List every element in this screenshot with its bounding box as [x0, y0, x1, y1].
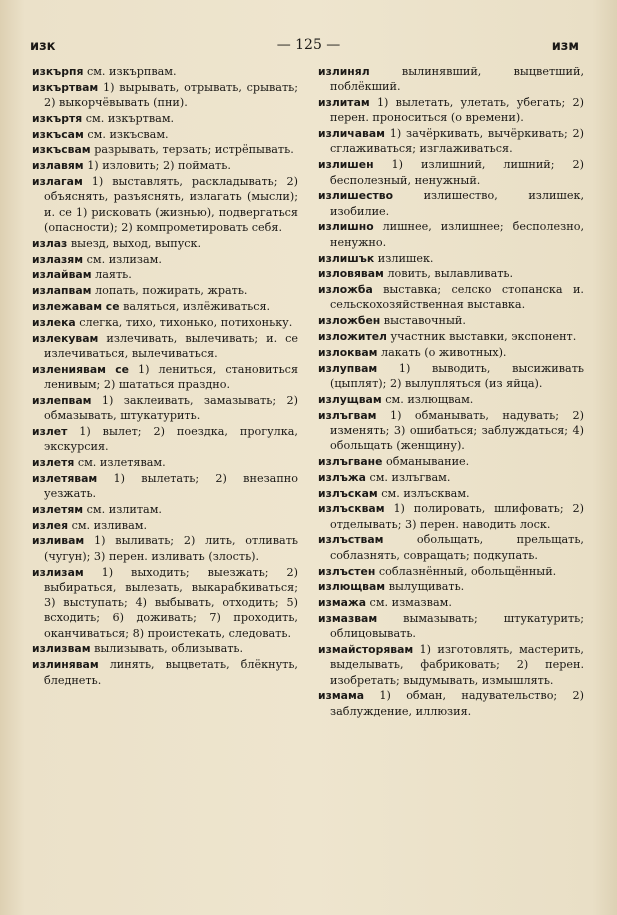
entry-headword: излизам	[32, 565, 84, 579]
entry-headword: излапвам	[32, 284, 92, 298]
entry-definition: 1) вырывать, отрывать, срывать; 2) выкорчёвывать (пни).	[44, 80, 299, 110]
dictionary-entry	[318, 486, 584, 501]
header-right-guide-word: изм	[551, 39, 579, 54]
entry-headword: излишество	[318, 189, 394, 203]
dictionary-entry	[318, 95, 584, 126]
entry-definition: 1) зачёркивать, вычёркивать; 2) сглаживаться; изглаживаться.	[330, 127, 585, 156]
entry-definition: лишнее, излишнее; бесполезно, ненужно.	[330, 220, 584, 249]
entry-headword: излениявам се	[32, 362, 129, 376]
entry-definition: вылинявший, выцветший, поблёкший.	[330, 65, 584, 94]
dictionary-entry	[32, 455, 298, 470]
dictionary-entry	[318, 564, 584, 579]
dictionary-entry	[318, 392, 584, 407]
entry-definition: см. изкърпвам.	[86, 65, 177, 78]
entry-definition: см. изкъсвам.	[87, 127, 169, 141]
entry-headword: изкърпя	[32, 65, 84, 78]
dictionary-entry	[318, 501, 584, 532]
dictionary-entry	[318, 532, 584, 563]
entry-headword: излетя	[32, 455, 75, 469]
entry-definition: см. изкъртвам.	[85, 111, 175, 125]
entry-definition: лаять.	[95, 268, 132, 282]
entry-headword: излайвам	[32, 268, 92, 282]
dictionary-entry	[32, 174, 298, 235]
entry-headword: излет	[32, 424, 68, 438]
dictionary-entry	[32, 299, 298, 314]
entry-headword: излъсквам	[318, 502, 385, 516]
entry-headword: изкъсвам	[32, 143, 91, 157]
entry-headword: излазям	[32, 252, 84, 266]
dictionary-entry	[318, 470, 584, 485]
entry-definition: 1) изловить; 2) поймать.	[87, 159, 231, 173]
entry-headword: измама	[318, 689, 365, 703]
dictionary-entry	[318, 688, 584, 719]
entry-headword: излея	[32, 518, 69, 532]
dictionary-entry	[32, 331, 298, 362]
entry-headword: излаз	[32, 236, 68, 250]
entry-headword: излагам	[32, 175, 83, 189]
dictionary-entry	[318, 251, 584, 266]
entry-headword: измазвам	[318, 611, 378, 625]
dictionary-entry	[32, 362, 298, 393]
dictionary-entry	[318, 266, 584, 281]
entry-headword: излишен	[318, 158, 374, 172]
entry-definition: 1) выходить; выезжать; 2) выбираться, вылезать, выкарабкиваться; 3) выступать; 4) выбывать, отходить; 5) всходить; 6) доживать; 7) проходить, оканчиваться; 8) проистекать, следовать.	[44, 565, 298, 640]
entry-definition: см. излизам.	[86, 252, 162, 266]
dictionary-entry	[32, 111, 298, 126]
dictionary-entry	[318, 126, 584, 157]
entry-definition: лопать, пожирать, жрать.	[95, 284, 248, 298]
entry-headword: излинявам	[32, 658, 99, 672]
entry-headword: изложител	[318, 330, 387, 344]
left-column	[32, 64, 298, 688]
entry-definition: излишек.	[377, 251, 434, 265]
entry-headword: излизвам	[32, 642, 91, 656]
dictionary-entry	[32, 518, 298, 533]
entry-headword: излоквам	[318, 345, 378, 359]
entry-headword: излъгвам	[318, 408, 377, 422]
entry-headword: изличавам	[318, 127, 385, 141]
entry-definition: выставочный.	[383, 314, 466, 328]
entry-headword: излющвам	[318, 580, 386, 594]
entry-headword: излишък	[318, 251, 375, 265]
entry-definition: участник выставки, экспонент.	[390, 330, 577, 344]
entry-definition: 1) вылет; 2) поездка, прогулка, экскурсия.	[44, 424, 298, 454]
entry-definition: см. излющвам.	[385, 392, 474, 406]
entry-definition: разрывать, терзать; истрёпывать.	[94, 143, 294, 157]
entry-headword: излека	[32, 315, 76, 329]
entry-headword: излишно	[318, 220, 374, 234]
page-number: — 125 —	[276, 37, 341, 53]
entry-definition: 1) вылетать; 2) внезапно уезжать.	[44, 471, 298, 501]
dictionary-entry	[32, 158, 298, 173]
entry-definition: 1) обманывать, надувать; 2) изменять; 3) ошибаться; заблуждаться; 4) обольщать (женщину).	[330, 408, 584, 453]
entry-headword: излежавам се	[32, 299, 120, 313]
entry-definition: 1) полировать, шлифовать; 2) отделывать; 3) перен. наводить лоск.	[330, 502, 584, 531]
entry-definition: см. излетявам.	[77, 455, 166, 469]
dictionary-entry	[318, 454, 584, 469]
entry-definition: 1) выводить, высиживать (цыплят); 2) вылупляться (из яйца).	[330, 361, 584, 390]
entry-definition: 1) изготовлять, мастерить, выделывать, фабриковать; 2) перен. изобретать; выдумывать, измышлять.	[330, 642, 584, 687]
running-header	[30, 37, 587, 57]
entry-definition: 1) выливать; 2) лить, отливать (чугун); 3) перен. изливать (злость).	[44, 534, 299, 563]
dictionary-entry	[32, 565, 298, 641]
dictionary-entry	[32, 657, 298, 688]
entry-headword: излинял	[318, 65, 370, 78]
entry-headword: изложбен	[318, 314, 381, 328]
entry-headword: изливам	[32, 534, 85, 548]
dictionary-entry	[318, 188, 584, 219]
entry-definition: обольщать, прельщать, соблазнять, совращать; подкупать.	[330, 533, 584, 562]
dictionary-entry	[32, 641, 298, 656]
dictionary-entry	[318, 595, 584, 610]
dictionary-entry	[32, 533, 298, 564]
entry-definition: 1) выставлять, раскладывать; 2) объяснять, разъяснять, излагать (мысли); и. се 1) рисковать (жизнью), подвергаться (опасности); 2) компрометировать себя.	[44, 175, 298, 234]
dictionary-entry	[318, 313, 584, 328]
entry-definition: 1) заклеивать, замазывать; 2) обмазывать, штукатурить.	[44, 393, 298, 423]
entry-definition: обманывание.	[385, 454, 470, 468]
dictionary-entry	[32, 393, 298, 424]
entry-definition: 1) излишний, лишний; 2) бесполезный, ненужный.	[330, 158, 584, 187]
entry-headword: изловявам	[318, 267, 384, 281]
entry-headword: изкъртвам	[32, 80, 99, 94]
entry-definition: лакать (о животных).	[381, 345, 507, 359]
entry-headword: излавям	[32, 159, 84, 173]
entry-definition: см. изливам.	[71, 518, 148, 532]
entry-headword: измайсторявам	[318, 642, 414, 656]
dictionary-entry	[32, 315, 298, 330]
entry-headword: изложба	[318, 283, 373, 297]
entry-definition: вымазывать; штукатурить; облицовывать.	[330, 611, 584, 641]
entry-headword: излъгване	[318, 454, 383, 468]
dictionary-entry	[32, 252, 298, 267]
entry-definition: вылущивать.	[388, 580, 465, 594]
entry-definition: 1) вылетать, улетать, убегать; 2) перен. проноситься (о времени).	[330, 96, 585, 125]
entry-headword: излепвам	[32, 393, 92, 407]
entry-definition: 1) лениться, становиться ленивым; 2) шататься праздно.	[44, 362, 299, 391]
dictionary-entry	[32, 142, 298, 157]
entry-definition: вылизывать, облизывать.	[94, 642, 244, 656]
entry-definition: линять, выцветать, блёкнуть, бледнеть.	[44, 658, 298, 687]
entry-headword: излетям	[32, 502, 84, 516]
dictionary-entry	[318, 329, 584, 344]
entry-definition: валяться, излёживаться.	[123, 299, 271, 313]
dictionary-entry	[32, 267, 298, 282]
dictionary-entry	[318, 579, 584, 594]
entry-headword: излекувам	[32, 331, 99, 345]
entry-definition: выставка; селско стопанска и. сельскохозяйственная выставка.	[330, 283, 584, 312]
dictionary-entry	[32, 80, 298, 111]
dictionary-entry	[32, 471, 298, 502]
dictionary-entry	[32, 236, 298, 251]
dictionary-entry	[32, 283, 298, 298]
dictionary-entry	[318, 64, 584, 95]
dictionary-entry	[32, 502, 298, 517]
entry-definition: см. излъсквам.	[381, 486, 470, 500]
entry-headword: излъстен	[318, 564, 376, 578]
entry-headword: излупвам	[318, 361, 378, 375]
dictionary-entry	[318, 611, 584, 642]
entry-headword: излетявам	[32, 471, 98, 485]
dictionary-entry	[32, 127, 298, 142]
entry-definition: слегка, тихо, тихонько, потихоньку.	[79, 315, 293, 329]
entry-headword: изкъсам	[32, 127, 84, 141]
entry-headword: излъжа	[318, 470, 366, 484]
entry-definition: 1) обман, надувательство; 2) заблуждение, иллюзия.	[330, 689, 584, 718]
dictionary-entry	[318, 642, 584, 688]
entry-definition: см. излитам.	[86, 502, 162, 516]
dictionary-entry	[318, 345, 584, 360]
entry-headword: изкъртя	[32, 111, 83, 125]
right-column	[318, 64, 584, 719]
entry-headword: излъскам	[318, 486, 378, 500]
entry-definition: излечивать, вылечивать; и. се излечиваться, вылечиваться.	[44, 331, 299, 360]
entry-definition: ловить, вылавливать.	[387, 267, 514, 281]
entry-headword: измажа	[318, 596, 366, 610]
dictionary-entry	[318, 282, 584, 313]
dictionary-entry	[32, 424, 298, 455]
entry-headword: излитам	[318, 96, 370, 110]
dictionary-entry	[318, 157, 584, 188]
entry-definition: излишество, излишек, изобилие.	[330, 189, 585, 218]
entry-headword: излъствам	[318, 533, 384, 547]
entry-definition: см. измазвам.	[369, 596, 452, 610]
dictionary-entry	[318, 219, 584, 250]
entry-definition: см. излъгвам.	[369, 470, 451, 484]
dictionary-entry	[32, 64, 298, 79]
dictionary-entry	[318, 361, 584, 392]
dictionary-entry	[318, 408, 584, 454]
header-left-guide-word: изк	[30, 39, 56, 54]
entry-definition: выезд, выход, выпуск.	[70, 236, 202, 250]
entry-definition: соблазнённый, обольщённый.	[378, 564, 557, 578]
entry-headword: излущвам	[318, 392, 382, 406]
